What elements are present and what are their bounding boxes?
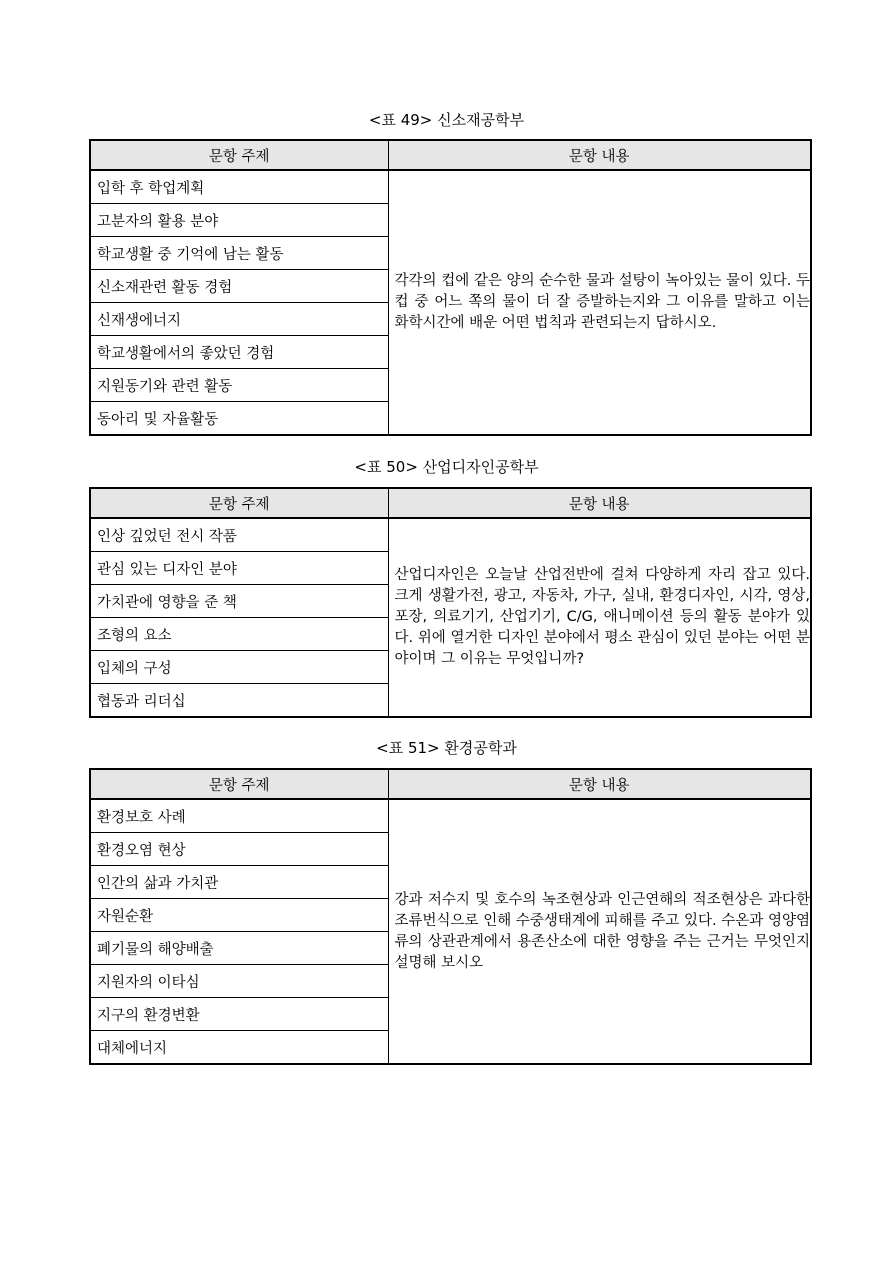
topic-cell: 입학 후 학업계획: [90, 170, 388, 204]
topic-cell: 학교생활 중 기억에 남는 활동: [90, 237, 388, 270]
topic-cell: 환경오염 현상: [90, 833, 388, 866]
header-topic: 문항 주제: [90, 140, 388, 170]
topic-cell: 신소재관련 활동 경험: [90, 270, 388, 303]
topic-cell: 환경보호 사례: [90, 799, 388, 833]
table-50: [89, 487, 812, 718]
topic-cell: 학교생활에서의 좋았던 경험: [90, 336, 388, 369]
table-49: [89, 139, 812, 436]
header-content: 문항 내용: [388, 140, 811, 170]
topic-cell: 조형의 요소: [90, 618, 388, 651]
table-51-caption: <표 51> 환경공학과: [376, 739, 517, 757]
table-51: [89, 768, 812, 1065]
topic-cell: 인간의 삶과 가치관: [90, 866, 388, 899]
topic-cell: 자원순환: [90, 899, 388, 932]
header-topic: 문항 주제: [90, 488, 388, 518]
topic-cell: 신재생에너지: [90, 303, 388, 336]
header-topic: 문항 주제: [90, 769, 388, 799]
topic-cell: 관심 있는 디자인 분야: [90, 552, 388, 585]
content-cell: 산업디자인은 오늘날 산업전반에 걸쳐 다양하게 자리 잡고 있다. 크게 생활가전, 광고, 자동차, 가구, 실내, 환경디자인, 시각, 영상, 포장, 의료기기, 산업기기, C/G, 애니메이션 등의 활동 분야가 있다. 위에 열거한 디자인 분야에서 평소 관심이 있던 분야는 어떤 분야이며 그 이유는 무엇입니까?: [388, 518, 811, 717]
topic-cell: 협동과 리더십: [90, 684, 388, 718]
topic-cell: 지원자의 이타심: [90, 965, 388, 998]
topic-cell: 지구의 환경변환: [90, 998, 388, 1031]
topic-cell: 입체의 구성: [90, 651, 388, 684]
table-49-caption: <표 49> 신소재공학부: [368, 111, 525, 129]
table-50-caption: <표 50> 산업디자인공학부: [354, 458, 539, 476]
topic-cell: 가치관에 영향을 준 책: [90, 585, 388, 618]
header-content: 문항 내용: [388, 769, 811, 799]
topic-cell: 대체에너지: [90, 1031, 388, 1065]
topic-cell: 고분자의 활용 분야: [90, 204, 388, 237]
topic-cell: 인상 깊었던 전시 작품: [90, 518, 388, 552]
topic-cell: 폐기물의 해양배출: [90, 932, 388, 965]
topic-cell: 동아리 및 자율활동: [90, 402, 388, 436]
topic-cell: 지원동기와 관련 활동: [90, 369, 388, 402]
content-cell: 각각의 컵에 같은 양의 순수한 물과 설탕이 녹아있는 물이 있다. 두 컵 중 어느 쪽의 물이 더 잘 증발하는지와 그 이유를 말하고 이는 화학시간에 배운 어떤 법칙과 관련되는지 답하시오.: [388, 170, 811, 435]
content-cell: 강과 저수지 및 호수의 녹조현상과 인근연해의 적조현상은 과다한 조류번식으로 인해 수중생태계에 피해를 주고 있다. 수온과 영양염류의 상관관계에서 용존산소에 대한 영향을 주는 근거는 무엇인지 설명해 보시오: [388, 799, 811, 1064]
header-content: 문항 내용: [388, 488, 811, 518]
